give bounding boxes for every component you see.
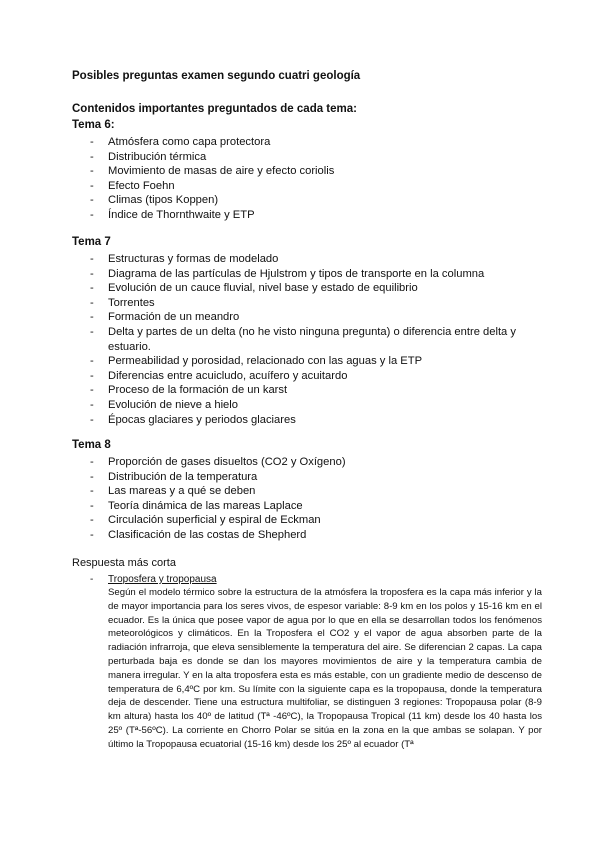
list-item: - Proporción de gases disueltos (CO2 y Oxígeno) <box>72 455 542 470</box>
tema-7-heading: Tema 7 <box>72 236 111 248</box>
list-item: - Torrentes <box>72 296 542 311</box>
list-item: - Delta y partes de un delta (no he visto ninguna pregunta) o diferencia entre delta y estuario. <box>72 325 542 354</box>
list-item: - Movimiento de masas de aire y efecto coriolis <box>72 164 542 179</box>
topic-body: Según el modelo térmico sobre la estructura de la atmósfera la troposfera es la capa más inferior y la de mayor importancia para los seres vivos, de espesor variable: 8-9 km en los polos y 15-16 km en el ecuador. Es la única que posee vapor de agua por lo que en ella se desarrollan todos los fenómenos meteorológicos y climáticos. En la Troposfera el CO2 y el vapor de agua absorben parte de la radiación infrarroja, que eleva sensiblemente la temperatura del aire. Se diferencian 2 capas. La capa perturbada baja es donde se dan los mayores movimientos de aire y la temperatura cambia de manera irregular. Y en la alta troposfera esta es más estable, con un gradiente medio de descenso de temperatura de 6,4ºC por km. Su límite con la siguiente capa es la tropopausa, donde la temperatura deja de descender. Tiene una estructura multifoliar, se distinguen 3 regiones: Tropopausa polar (8-9 km altura) hasta los 40º de latitud (Tª -46ºC), la Tropopausa Tropical (11 km) desde los 40 hasta los 25º (Tª-56ºC). La corriente en Chorro Polar se sitúa en la zona en la que ambas se solapan. Y por último la Tropopausa ecuatorial (15-16 km) desde los 25º al ecuador (Tª <box>108 587 542 750</box>
list-item: - Efecto Foehn <box>72 179 542 194</box>
list-item: - Evolución de nieve a hielo <box>72 398 542 413</box>
respuesta-topic <box>72 573 542 752</box>
list-item: - Clasificación de las costas de Shepherd <box>72 528 542 543</box>
list-item: - Circulación superficial y espiral de Eckman <box>72 513 542 528</box>
document-title: Posibles preguntas examen segundo cuatri geología <box>72 70 361 82</box>
tema-7-section <box>72 235 542 427</box>
respuesta-section <box>72 557 542 752</box>
list-item: - Las mareas y a qué se deben <box>72 484 542 499</box>
respuesta-heading: Respuesta más corta <box>72 557 176 569</box>
list-item: - Climas (tipos Koppen) <box>72 193 542 208</box>
tema-8-list <box>72 455 542 543</box>
list-item: - Evolución de un cauce fluvial, nivel base y estado de equilibrio <box>72 281 542 296</box>
list-item: - Diagrama de las partículas de Hjulstrom y tipos de transporte en la columna <box>72 267 542 282</box>
list-item: - Distribución térmica <box>72 150 542 165</box>
list-item: - Formación de un meandro <box>72 310 542 325</box>
list-item: - Teoría dinámica de las mareas Laplace <box>72 499 542 514</box>
tema-7-list <box>72 252 542 427</box>
tema-6-section <box>72 118 542 223</box>
list-item: - Distribución de la temperatura <box>72 470 542 485</box>
tema-6-list <box>72 135 542 223</box>
tema-6-heading: Tema 6: <box>72 119 115 131</box>
list-dash: - <box>90 574 94 585</box>
list-item: - Atmósfera como capa protectora <box>72 135 542 150</box>
tema-8-section <box>72 438 542 543</box>
list-item: - Épocas glaciares y periodos glaciares <box>72 413 542 428</box>
topic-title: Troposfera y tropopausa <box>108 574 217 585</box>
document-subtitle: Contenidos importantes preguntados de cada tema: <box>72 103 357 115</box>
tema-8-heading: Tema 8 <box>72 439 111 451</box>
list-item: - Estructuras y formas de modelado <box>72 252 542 267</box>
list-item: - Proceso de la formación de un karst <box>72 383 542 398</box>
list-item: - Permeabilidad y porosidad, relacionado con las aguas y la ETP <box>72 354 542 369</box>
list-item: - Diferencias entre acuicludo, acuífero y acuitardo <box>72 369 542 384</box>
list-item: - Índice de Thornthwaite y ETP <box>72 208 542 223</box>
